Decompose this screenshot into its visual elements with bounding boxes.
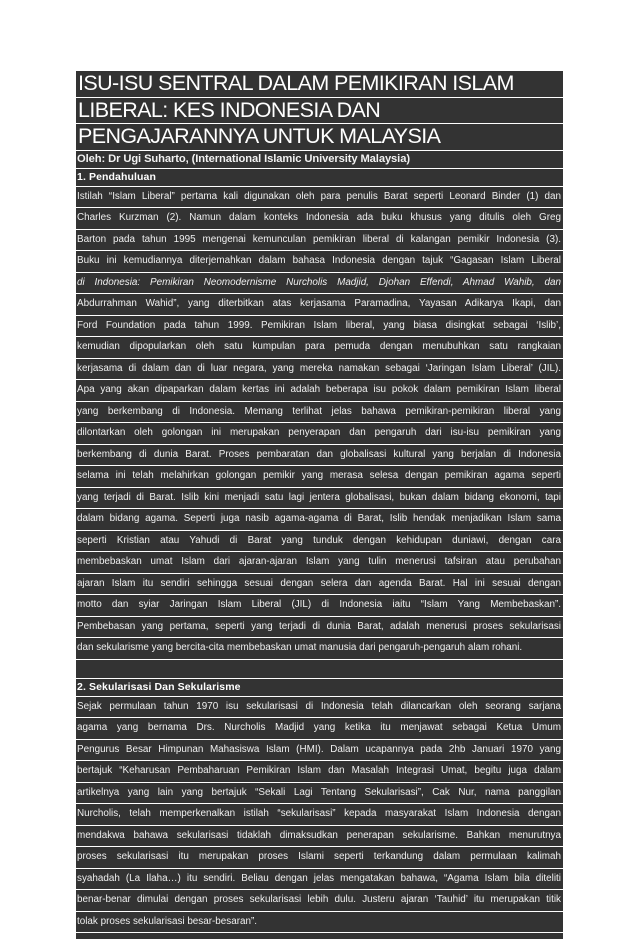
text-line: tolak proses sekularisasi besar-besaran”. xyxy=(76,912,563,934)
text-line: artikelnya yang lain yang bertajuk “Sekali Lagi Tentang Sekularisasi”, Cak Nur, nama panggilan xyxy=(76,783,563,805)
text-line: agama yang bernama Drs. Nurcholis Madjid yang ketika itu menjawat sebagai Ketua Umum xyxy=(76,718,563,740)
text-line: ajaran Islam itu sendiri sehingga sesuai dengan selera dan agenda Barat. Hal ini sesuai dengan xyxy=(76,574,563,596)
text-line: dan sekularisme yang bercita-cita membebaskan umat manusia dari pengaruh-pengaruh alam rohani. xyxy=(76,638,563,660)
text-line: syahadah (La Ilaha…) itu sendiri. Beliau dengan jelas mengatakan bahawa, “Agama Islam bila diteliti xyxy=(76,869,563,891)
author-line: Oleh: Dr Ugi Suharto, (International Islamic University Malaysia) xyxy=(76,151,563,169)
text-line: benar-benar dimulai dengan proses sekularisasi lebih dulu. Justeru ajaran ‘Tauhid’ itu merupakan titik xyxy=(76,890,563,912)
article xyxy=(76,71,563,939)
text-line: kemudian dipopularkan oleh satu kumpulan para pemuda dengan menubuhkan satu rangkaian xyxy=(76,337,563,359)
text-line: yang terjadi di Barat. Islib kini menjadi satu lagi jentera globalisasi, bukan dalam bidang ekonomi, tapi xyxy=(76,488,563,510)
text-line: Istilah “Islam Liberal” pertama kali digunakan oleh para penulis Barat seperti Leonard Binder (1) dan xyxy=(76,187,563,209)
text-line: Ford Foundation pada tahun 1999. Pemikiran Islam liberal, yang biasa disingkat sebagai ‘Islib’, xyxy=(76,316,563,338)
text-line: proses sekularisasi itu merupakan proses Islami seperti terkandung dalam permulaan kalimah xyxy=(76,847,563,869)
section-1-body xyxy=(76,187,563,660)
text-line: Abdurrahman Wahid”, yang diterbitkan atas kerjasama Paramadina, Yayasan Adikarya Ikapi, dan xyxy=(76,294,563,316)
text-line: motto dan syiar Jaringan Islam Liberal (JIL) di Indonesia iaitu “Islam Yang Membebaskan”. xyxy=(76,595,563,617)
text-line: seperti Kristian atau Yahudi di Barat yang tunduk dengan kehidupan duniawi, dengan cara xyxy=(76,531,563,553)
text-line: selama ini telah melahirkan golongan pemikir yang merasa selesa dengan pemikiran agama seperti xyxy=(76,466,563,488)
text-line: yang berkembang di Indonesia. Memang terlihat jelas bahawa pemikiran-pemikiran liberal yang xyxy=(76,402,563,424)
text-line: Sejak permulaan tahun 1970 isu sekularisasi di Indonesia telah dilancarkan oleh seorang sarjana xyxy=(76,697,563,719)
text-line: dilontarkan oleh golongan ini merupakan penyerapan dan pengaruh dari isu-isu pemikiran yang xyxy=(76,423,563,445)
title-line-1: ISU-ISU SENTRAL DALAM PEMIKIRAN ISLAM xyxy=(76,71,563,98)
section-1-heading: 1. Pendahuluan xyxy=(76,169,563,187)
text-line: Barton pada tahun 1995 mengenai kemunculan pemikiran liberal di kalangan pemikir Indonesia (3). xyxy=(76,230,563,252)
section-2-heading: 2. Sekularisasi Dan Sekularisme xyxy=(76,679,563,697)
title-line-3: PENGAJARANNYA UNTUK MALAYSIA xyxy=(76,124,563,151)
title-line-2: LIBERAL: KES INDONESIA DAN xyxy=(76,98,563,125)
text-line: mendakwa bahawa sekularisasi tidaklah dimaksudkan penerapan sekularisme. Bahkan menurutnya xyxy=(76,826,563,848)
text-line: Pengurus Besar Himpunan Mahasiswa Islam (HMI). Dalam ucapannya pada 2hb Januari 1970 yang xyxy=(76,740,563,762)
text-line: kerjasama di dalam dan di luar negara, yang mereka namakan sebagai ‘Jaringan Islam Liberal’ (JIL). xyxy=(76,359,563,381)
text-line: membebaskan umat Islam dari ajaran-ajaran Islam yang tulin menerusi tafsiran atau perubahan xyxy=(76,552,563,574)
text-line: Nurcholis, telah memperkenalkan istilah “sekularisasi” kepada masyarakat Islam Indonesia dengan xyxy=(76,804,563,826)
section-2-body xyxy=(76,697,563,934)
text-line: bertajuk “Keharusan Pembaharuan Pemikiran Islam dan Masalah Integrasi Umat, begitu juga dalam xyxy=(76,761,563,783)
text-line: Buku ini kemudiannya diterjemahkan dalam bahasa Indonesia dengan tajuk “Gagasan Islam Liberal xyxy=(76,251,563,273)
section-gap xyxy=(76,660,563,679)
text-line: dalam bidang agama. Seperti juga nasib agama-agama di Barat, Islib hendak menjadikan Islam sama xyxy=(76,509,563,531)
text-line: Pembebasan yang pertama, seperti yang terjadi di dunia Barat, adalah menerusi proses sekularisasi xyxy=(76,617,563,639)
text-line: Charles Kurzman (2). Namun dalam konteks Indonesia ada buku khusus yang ditulis oleh Greg xyxy=(76,208,563,230)
bottom-spacer xyxy=(76,933,563,939)
text-line: di Indonesia: Pemikiran Neomodernisme Nurcholis Madjid, Djohan Effendi, Ahmad Wahib, dan xyxy=(76,273,563,295)
text-line: Apa yang akan dipaparkan dalam kertas ini adalah beberapa isu pokok dalam pemikiran Islam liberal xyxy=(76,380,563,402)
text-line: berkembang di dunia Barat. Proses pembaratan dan globalisasi kultural yang berjalan di Indonesia xyxy=(76,445,563,467)
